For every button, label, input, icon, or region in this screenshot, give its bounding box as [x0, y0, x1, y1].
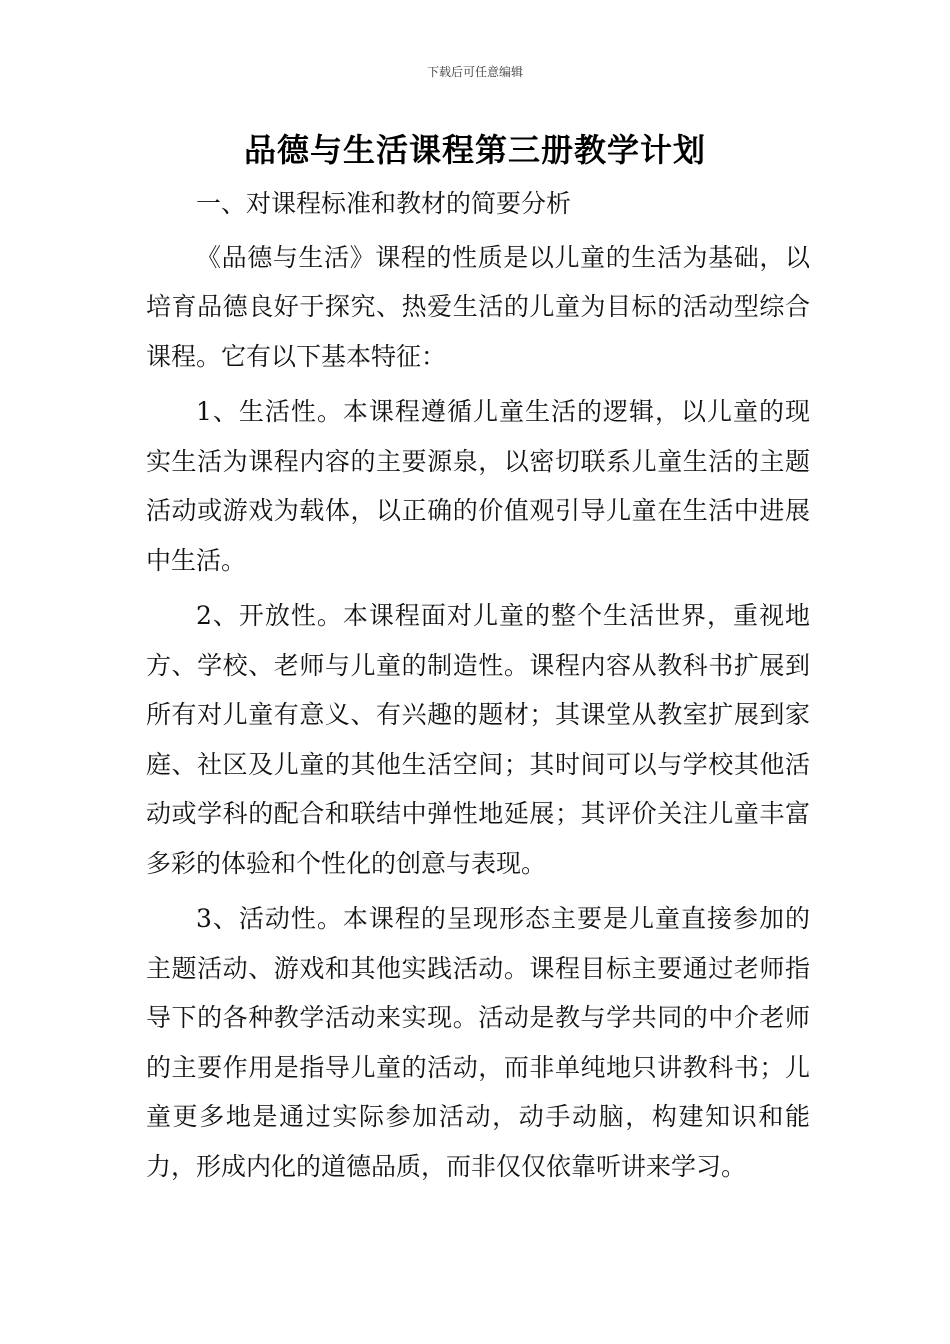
section-heading: 一、对课程标准和教材的简要分析: [196, 189, 572, 218]
paragraph-life: 1、生活性。本课程遵循儿童生活的逻辑，以儿童的现实生活为课程内容的主要源泉，以密切联系儿童生活的主题活动或游戏为载体，以正确的价值观引导儿童在生活中进展中生活。: [146, 397, 810, 575]
header-note: 下载后可任意编辑: [426, 65, 523, 79]
document-body: [146, 179, 810, 1191]
paragraph-openness: 2、开放性。本课程面对儿童的整个生活世界，重视地方、学校、老师与儿童的制造性。课程内容从教科书扩展到所有对儿童有意义、有兴趣的题材；其课堂从教室扩展到家庭、社区及儿童的其他生活空间；其时间可以与学校其他活动或学科的配合和联结中弹性地延展；其评价关注儿童丰富多彩的体验和个性化的创意与表现。: [146, 601, 810, 878]
paragraph-activity: 3、活动性。本课程的呈现形态主要是儿童直接参加的主题活动、游戏和其他实践活动。课程目标主要通过老师指导下的各种教学活动来实现。活动是教与学共同的中介老师的主要作用是指导儿童的活动，而非单纯地只讲教科书；儿童更多地是通过实际参加活动，动手动脑，构建知识和能力，形成内化的道德品质，而非仅仅依靠听讲来学习。: [146, 904, 810, 1181]
paragraph-intro: 《品德与生活》课程的性质是以儿童的生活为基础，以培育品德良好于探究、热爱生活的儿童为目标的活动型综合课程。它有以下基本特征：: [146, 242, 810, 371]
page-title: 品德与生活课程第三册教学计划: [243, 131, 706, 169]
